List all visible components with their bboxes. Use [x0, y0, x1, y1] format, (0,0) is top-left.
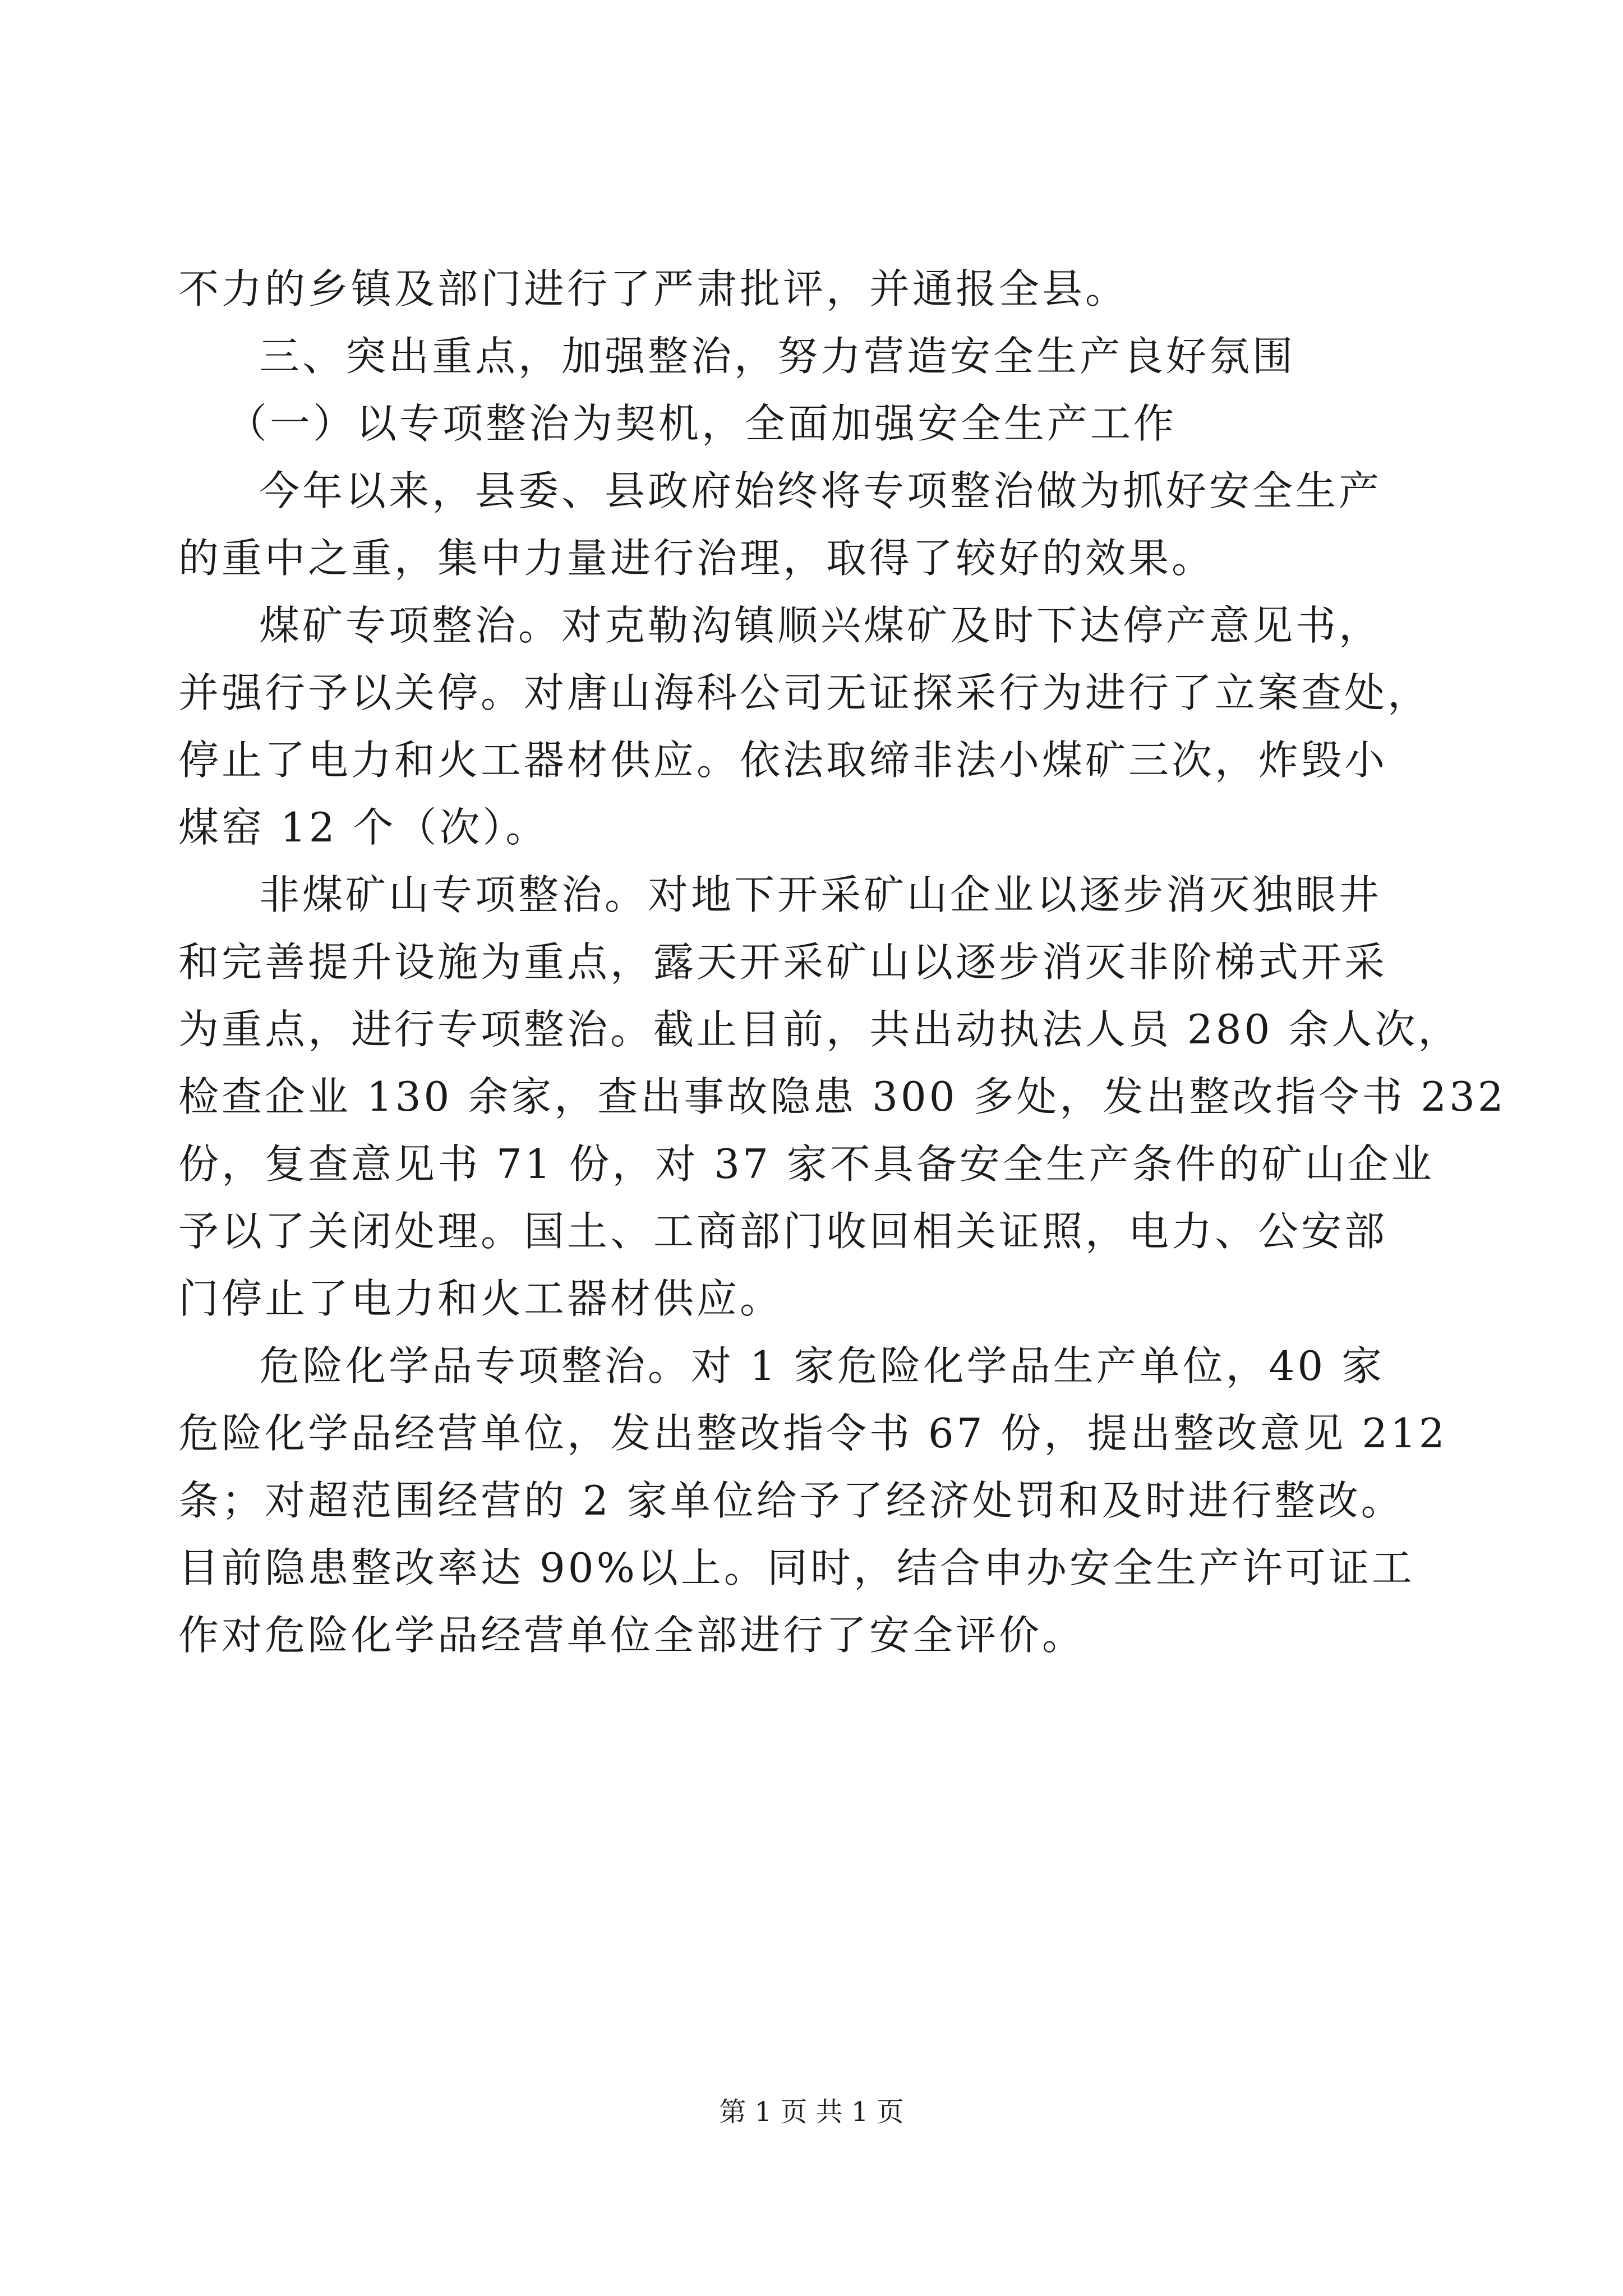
text-line: 煤窑 12 个（次）。 — [178, 804, 549, 851]
text-line: 非煤矿山专项整治。对地下开采矿山企业以逐步消灭独眼井 — [259, 871, 1382, 918]
text-line: 份，复查意见书 71 份，对 37 家不具备安全生产条件的矿山企业 — [178, 1140, 1435, 1188]
text-line: 条；对超范围经营的 2 家单位给予了经济处罚和及时进行整改。 — [178, 1477, 1404, 1524]
text-line: 不力的乡镇及部门进行了严肃批评，并通报全县。 — [178, 265, 1129, 312]
subsection-heading: （一）以专项整治为契机，全面加强安全生产工作 — [227, 400, 1177, 447]
text-line: 危险化学品经营单位，发出整改指令书 67 份，提出整改意见 212 — [178, 1410, 1447, 1457]
text-line: 停止了电力和火工器材供应。依法取缔非法小煤矿三次，炸毁小 — [178, 737, 1388, 784]
text-line: 并强行予以关停。对唐山海科公司无证探采行为进行了立案查处， — [178, 669, 1431, 716]
text-line: 的重中之重，集中力量进行治理，取得了较好的效果。 — [178, 535, 1215, 582]
text-line: 和完善提升设施为重点，露天开采矿山以逐步消灭非阶梯式开采 — [178, 938, 1388, 986]
section-heading: 三、突出重点，加强整治，努力营造安全生产良好氛围 — [259, 333, 1296, 380]
text-line: 门停止了电力和火工器材供应。 — [178, 1275, 783, 1322]
text-line: 为重点，进行专项整治。截止目前，共出动执法人员 280 余人次， — [178, 1006, 1461, 1053]
page-number-footer: 第 1 页 共 1 页 — [719, 2096, 904, 2128]
text-line: 作对危险化学品经营单位全部进行了安全评价。 — [178, 1612, 1086, 1659]
text-line: 危险化学品专项整治。对 1 家危险化学品生产单位，40 家 — [259, 1342, 1385, 1389]
text-line: 予以了关闭处理。国土、工商部门收回相关证照，电力、公安部 — [178, 1208, 1388, 1255]
document-body — [178, 255, 1506, 1669]
text-line: 目前隐患整改率达 90%以上。同时，结合申办安全生产许可证工 — [178, 1544, 1415, 1591]
text-line: 今年以来，县委、县政府始终将专项整治做为抓好安全生产 — [259, 467, 1382, 514]
text-line: 煤矿专项整治。对克勒沟镇顺兴煤矿及时下达停产意见书， — [259, 602, 1382, 649]
text-line: 检查企业 130 余家，查出事故隐患 300 多处，发出整改指令书 232 — [178, 1073, 1506, 1120]
